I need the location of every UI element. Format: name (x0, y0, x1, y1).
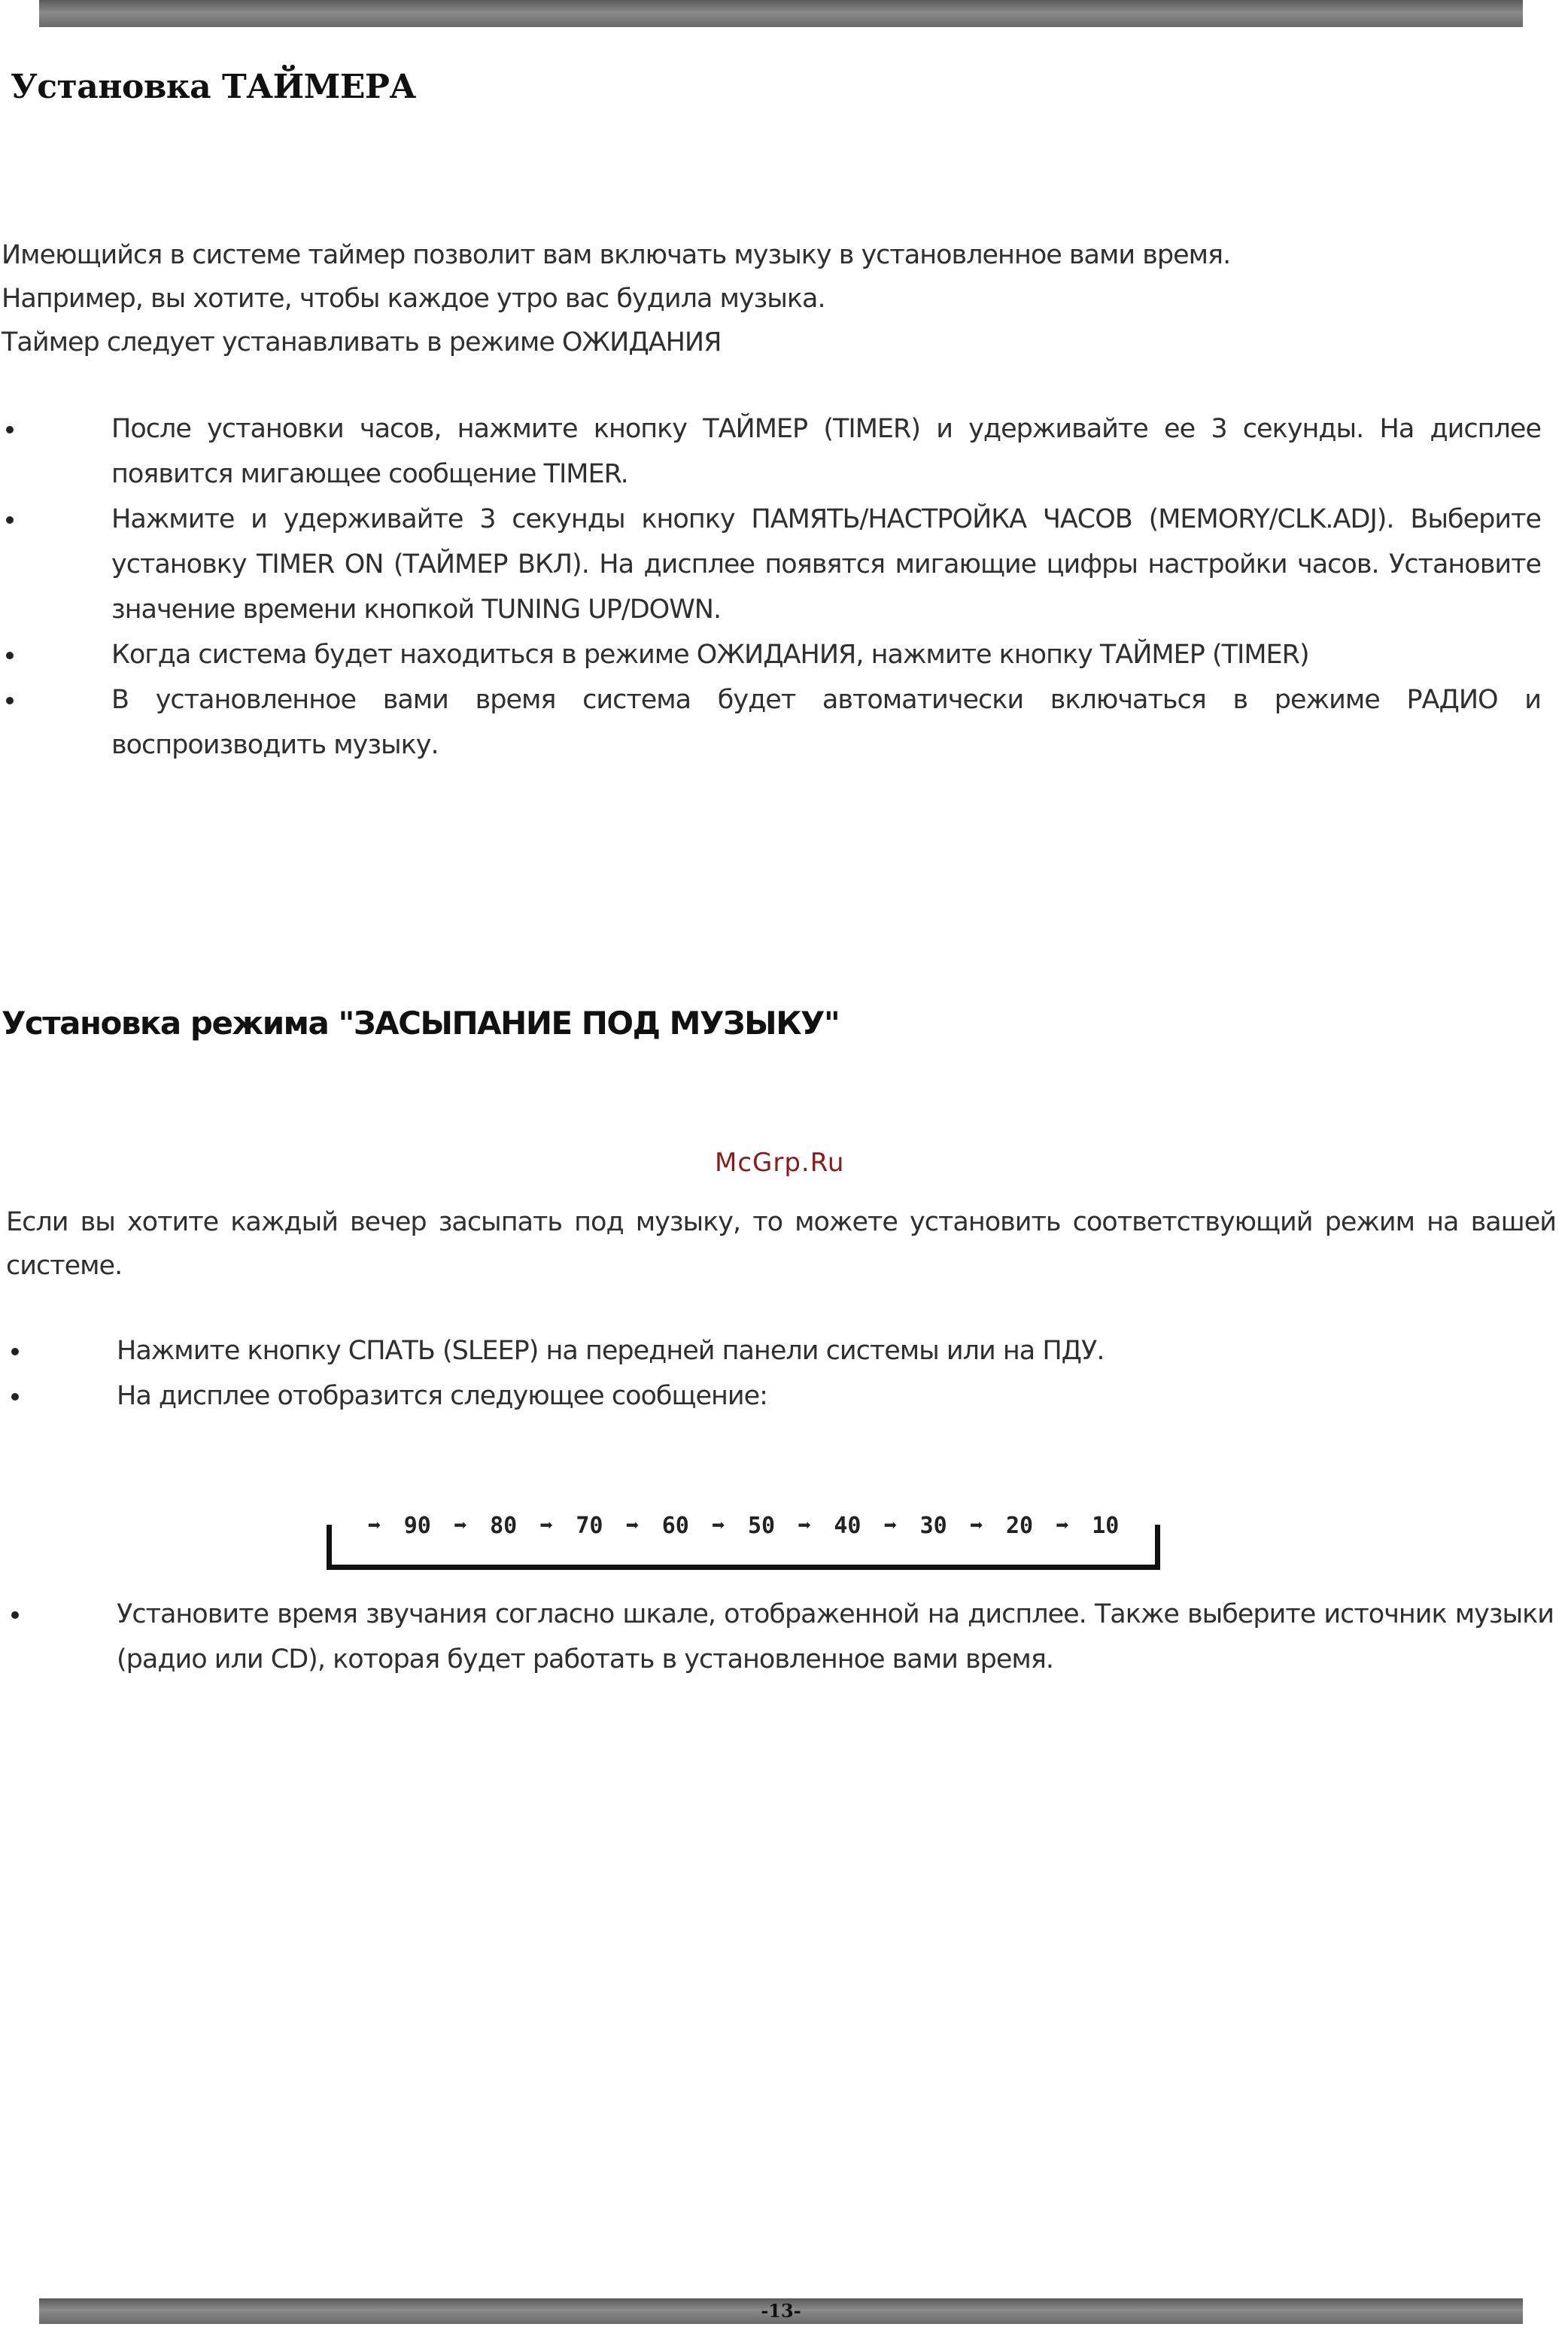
sequence-value: 20 (1005, 1513, 1034, 1539)
sleep-final-step-text: Установите время звучания согласно шкале, отображенной на дисплее. Также выберите источник музыки (радио или CD), которая будет работать в установленное вами время. (117, 1599, 1554, 1674)
arrow-icon: ➡ (711, 1513, 725, 1539)
sequence-value: 50 (748, 1513, 776, 1539)
bullet-icon (6, 426, 14, 433)
footer-bar (39, 2298, 1523, 2324)
timer-step-text: Нажмите и удерживайте 3 секунды кнопку ПАМЯТЬ/НАСТРОЙКА ЧАСОВ (MEMORY/CLK.ADJ). Выберите установку TIMER ON (ТАЙМЕР ВКЛ). На дисплее появятся мигающие цифры настройки часов. Установите значение времени кнопкой TUNING UP/DOWN. (111, 504, 1541, 625)
timer-intro-line: Например, вы хотите, чтобы каждое утро вас будила музыка. (2, 284, 825, 314)
sleep-section-title: Установка режима "ЗАСЫПАНИЕ ПОД МУЗЫКУ" (2, 1005, 840, 1042)
list-item (117, 1328, 1546, 1373)
sequence-value: 10 (1092, 1513, 1120, 1539)
sleep-intro: Если вы хотите каждый вечер засыпать под музыку, то можете установить соответствующий режим на вашей системе. (6, 1207, 1556, 1281)
timer-steps-list (111, 406, 1541, 768)
bullet-icon (11, 1393, 19, 1401)
timer-intro-line: Имеющийся в системе таймер позволит вам включать музыку в установленное вами время. (2, 240, 1231, 270)
watermark: McGrp.Ru (715, 1148, 845, 1178)
timer-step-text: После установки часов, нажмите кнопку ТАЙМЕР (TIMER) и удерживайте ее 3 секунды. На дисплее появится мигающее сообщение TIMER. (111, 414, 1541, 489)
list-item (117, 1592, 1554, 1682)
header-bar (39, 0, 1523, 27)
list-item (117, 1373, 1546, 1419)
timer-section-title: Установка ТАЙМЕРА (11, 68, 416, 106)
list-item (111, 497, 1541, 632)
bullet-icon (6, 516, 14, 524)
arrow-icon: ➡ (539, 1513, 554, 1539)
sleep-sequence (324, 1505, 1166, 1547)
arrow-icon: ➡ (367, 1513, 381, 1539)
sleep-final-list (117, 1592, 1554, 1682)
sequence-value: 40 (834, 1513, 861, 1539)
page-number: -13- (761, 2300, 801, 2322)
timer-intro (2, 233, 1551, 364)
sleep-step-text: Нажмите кнопку СПАТЬ (SLEEP) на передней панели системы или на ПДУ. (117, 1336, 1105, 1366)
sequence-value: 30 (919, 1513, 947, 1539)
list-item (111, 632, 1541, 677)
sleep-timer-diagram (324, 1505, 1166, 1580)
timer-intro-line: Таймер следует устанавливать в режиме ОЖИДАНИЯ (2, 327, 722, 357)
arrow-icon: ➡ (625, 1513, 640, 1539)
bullet-icon (11, 1611, 19, 1619)
sequence-value: 90 (403, 1513, 431, 1539)
arrow-icon: ➡ (969, 1513, 983, 1539)
sequence-value: 80 (490, 1513, 518, 1539)
list-item (111, 677, 1541, 768)
sleep-steps-list (117, 1328, 1546, 1419)
sequence-value: 70 (576, 1513, 603, 1539)
bullet-icon (6, 652, 14, 659)
arrow-icon: ➡ (453, 1513, 467, 1539)
sleep-step-text: На дисплее отобразится следующее сообщение: (117, 1381, 767, 1411)
arrow-icon: ➡ (883, 1513, 898, 1539)
bullet-icon (6, 697, 14, 704)
sequence-value: 60 (661, 1513, 689, 1539)
list-item (111, 406, 1541, 497)
arrow-icon: ➡ (1056, 1513, 1070, 1539)
arrow-icon: ➡ (798, 1513, 812, 1539)
timer-step-text: В установленное вами время система будет автоматически включаться в режиме РАДИО и воспроизводить музыку. (111, 685, 1541, 760)
bullet-icon (11, 1348, 19, 1355)
timer-step-text: Когда система будет находиться в режиме ОЖИДАНИЯ, нажмите кнопку ТАЙМЕР (TIMER) (111, 640, 1309, 670)
